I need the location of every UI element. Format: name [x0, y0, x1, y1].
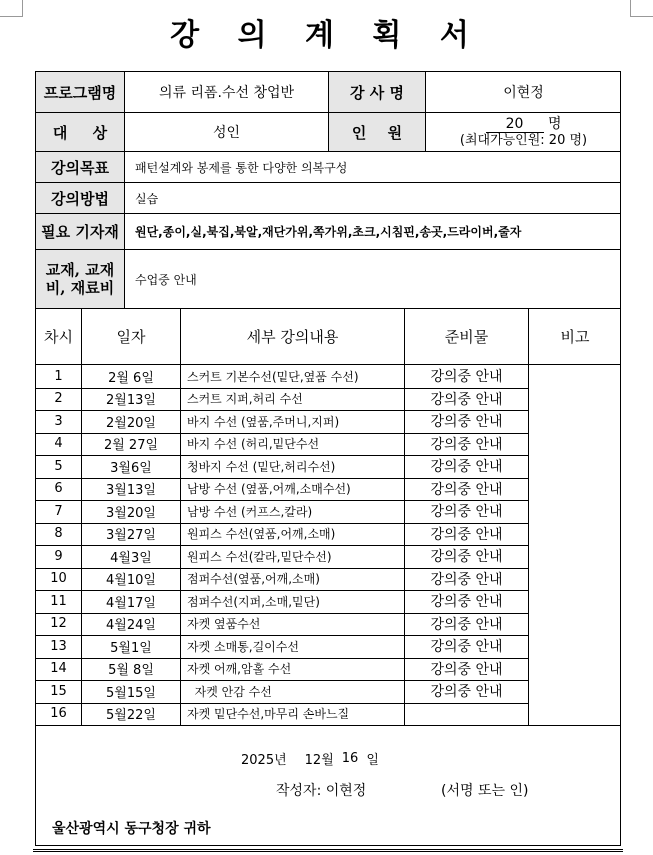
- recipient: 울산광역시 동구청장 귀하: [52, 821, 211, 837]
- row-no: 9: [54, 548, 63, 564]
- schedule-header-no: 차시: [44, 328, 73, 346]
- row-no: 8: [54, 526, 63, 542]
- table-row: [36, 410, 528, 433]
- row-date: 3월13일: [106, 483, 156, 499]
- row-prep: 강의중 안내: [430, 369, 503, 386]
- goal-label: 강의목표: [36, 152, 124, 182]
- target-value: 성인: [212, 125, 241, 141]
- footer-day: 16: [341, 750, 359, 766]
- row-no: 2: [54, 391, 63, 407]
- table-row: [36, 365, 528, 388]
- row-content: 자켓 옆품수선: [187, 617, 261, 632]
- row-date: 2월20일: [106, 415, 156, 431]
- row-prep: 강의중 안내: [430, 459, 503, 476]
- row-no: 11: [50, 593, 67, 609]
- row-date: 3월20일: [106, 505, 156, 521]
- row-content: 청바지 수선 (밑단,허리수선): [187, 459, 336, 474]
- row-no: 4: [54, 436, 63, 452]
- row-no: 14: [50, 661, 67, 677]
- count-label: 인 원: [329, 113, 425, 151]
- row-date: 4월3일: [110, 550, 152, 566]
- row-no: 16: [50, 706, 67, 722]
- row-prep: 강의중 안내: [430, 481, 503, 498]
- row-content: 원피스 수선(옆품,어깨,소매): [187, 527, 336, 542]
- table-row: [36, 568, 528, 591]
- schedule-header-prep: 준비물: [444, 328, 489, 346]
- row-content: 자켓 안감 수선: [187, 684, 272, 699]
- table-row: [36, 455, 528, 478]
- row-no: 5: [54, 458, 63, 474]
- row-content: 남방 수선 (커프스,칼라): [187, 504, 313, 519]
- lecture-plan-form: [35, 71, 621, 846]
- row-prep: 강의중 안내: [430, 661, 503, 678]
- row-prep: 강의중 안내: [430, 639, 503, 656]
- row-prep: 강의중 안내: [430, 436, 503, 453]
- row-date: 2월 6일: [108, 370, 154, 386]
- instructor-value: 이현정: [503, 85, 544, 101]
- row-content: 점퍼수선(옆품,어깨,소매): [187, 572, 320, 587]
- row-date: 4월10일: [106, 573, 156, 589]
- row-date: 2월 27일: [103, 438, 159, 454]
- table-row: [36, 433, 528, 456]
- row-date: 3월6일: [110, 460, 152, 476]
- materials-label: 필요 기자재: [36, 214, 124, 249]
- table-row: [36, 703, 528, 726]
- row-no: 1: [54, 368, 63, 384]
- row-prep: 강의중 안내: [430, 504, 503, 521]
- cost-value: 수업중 안내: [135, 272, 197, 287]
- footer-month: 12월: [304, 752, 334, 768]
- count-value-cell: [426, 113, 621, 151]
- row-content: 스커트 지퍼,허리 수선: [187, 392, 303, 407]
- program-label: 프로그램명: [36, 72, 124, 112]
- row-content: 자켓 밑단수선,마무리 손바느질: [187, 707, 350, 722]
- footer-year: 2025년: [241, 752, 287, 768]
- row-date: 5월 8일: [108, 663, 154, 679]
- row-content: 자켓 소매통,길이수선: [187, 639, 299, 654]
- row-date: 4월17일: [106, 595, 156, 611]
- row-prep: 강의중 안내: [430, 571, 503, 588]
- sign-note: (서명 또는 인): [441, 783, 529, 799]
- row-prep: 강의중 안내: [430, 616, 503, 633]
- table-row: [36, 545, 528, 568]
- row-date: 4월24일: [106, 618, 156, 634]
- table-row: [36, 500, 528, 523]
- row-content: 원피스 수선(칼라,밑단수선): [187, 549, 332, 564]
- row-no: 6: [54, 481, 63, 497]
- row-no: 13: [50, 638, 67, 654]
- row-content: 점퍼수선(지퍼,소매,밑단): [187, 594, 320, 609]
- row-prep: 강의중 안내: [430, 594, 503, 611]
- table-row: [36, 680, 528, 703]
- row-prep: 강의중 안내: [430, 391, 503, 408]
- row-content: 스커트 기본수선(밑단,옆품 수선): [187, 369, 359, 384]
- row-no: 7: [54, 503, 63, 519]
- row-content: 바지 수선 (허리,밑단수선: [187, 437, 320, 452]
- row-date: 5월1일: [110, 640, 152, 656]
- cost-label: 교재, 교재비, 재료비: [36, 250, 124, 308]
- row-no: 12: [50, 616, 67, 632]
- table-row: [36, 658, 528, 681]
- row-prep: 강의중 안내: [430, 526, 503, 543]
- method-label: 강의방법: [36, 183, 124, 213]
- row-prep: 강의중 안내: [430, 684, 503, 701]
- row-prep: [405, 703, 528, 726]
- row-date: 3월27일: [106, 528, 156, 544]
- program-value: 의류 리폼.수선 창업반: [158, 85, 295, 101]
- row-date: 2월13일: [106, 393, 156, 409]
- instructor-label: 강 사 명: [329, 72, 425, 112]
- row-no: 10: [50, 571, 67, 587]
- date-line: [241, 748, 379, 768]
- row-prep: 강의중 안내: [430, 549, 503, 566]
- target-label: 대 상: [36, 113, 124, 151]
- count-value: 20: [486, 116, 544, 133]
- bottom-rule: [33, 849, 623, 852]
- method-value: 실습: [135, 191, 159, 206]
- schedule-header-content: 세부 강의내용: [246, 328, 339, 346]
- table-row: [36, 388, 528, 411]
- schedule-header-note: 비고: [560, 328, 590, 346]
- table-row: [36, 478, 528, 501]
- table-row: [36, 635, 528, 658]
- table-row: [36, 523, 528, 546]
- row-content: 바지 수선 (옆품,주머니,지퍼): [187, 414, 340, 429]
- footer-day-suffix: 일: [366, 752, 379, 768]
- goal-value: 패턴설계와 봉제를 통한 다양한 의복구성: [135, 160, 348, 175]
- schedule-rows: [36, 365, 621, 725]
- row-date: 5월22일: [106, 708, 156, 724]
- count-unit: 명: [547, 115, 562, 132]
- document-title: 강 의 계 획 서: [170, 18, 483, 53]
- schedule-header-date: 일자: [116, 328, 146, 346]
- row-date: 5월15일: [106, 685, 156, 701]
- author-label: 작성자: 이현정: [276, 783, 367, 799]
- row-prep: 강의중 안내: [430, 414, 503, 431]
- table-row: [36, 613, 528, 636]
- row-no: 15: [50, 683, 67, 699]
- row-no: 3: [54, 413, 63, 429]
- count-line: [486, 116, 562, 133]
- count-max: (최대가능인원: 20 명): [459, 132, 588, 148]
- table-row: [36, 590, 528, 613]
- materials-value: 원단,종이,실,북집,북알,재단가위,쪽가위,초크,시침핀,송곳,드라이버,줄자: [135, 225, 522, 239]
- row-content: 남방 수선 (옆품,어깨,소매수선): [187, 482, 351, 497]
- row-content: 자켓 어깨,암홀 수선: [187, 662, 292, 677]
